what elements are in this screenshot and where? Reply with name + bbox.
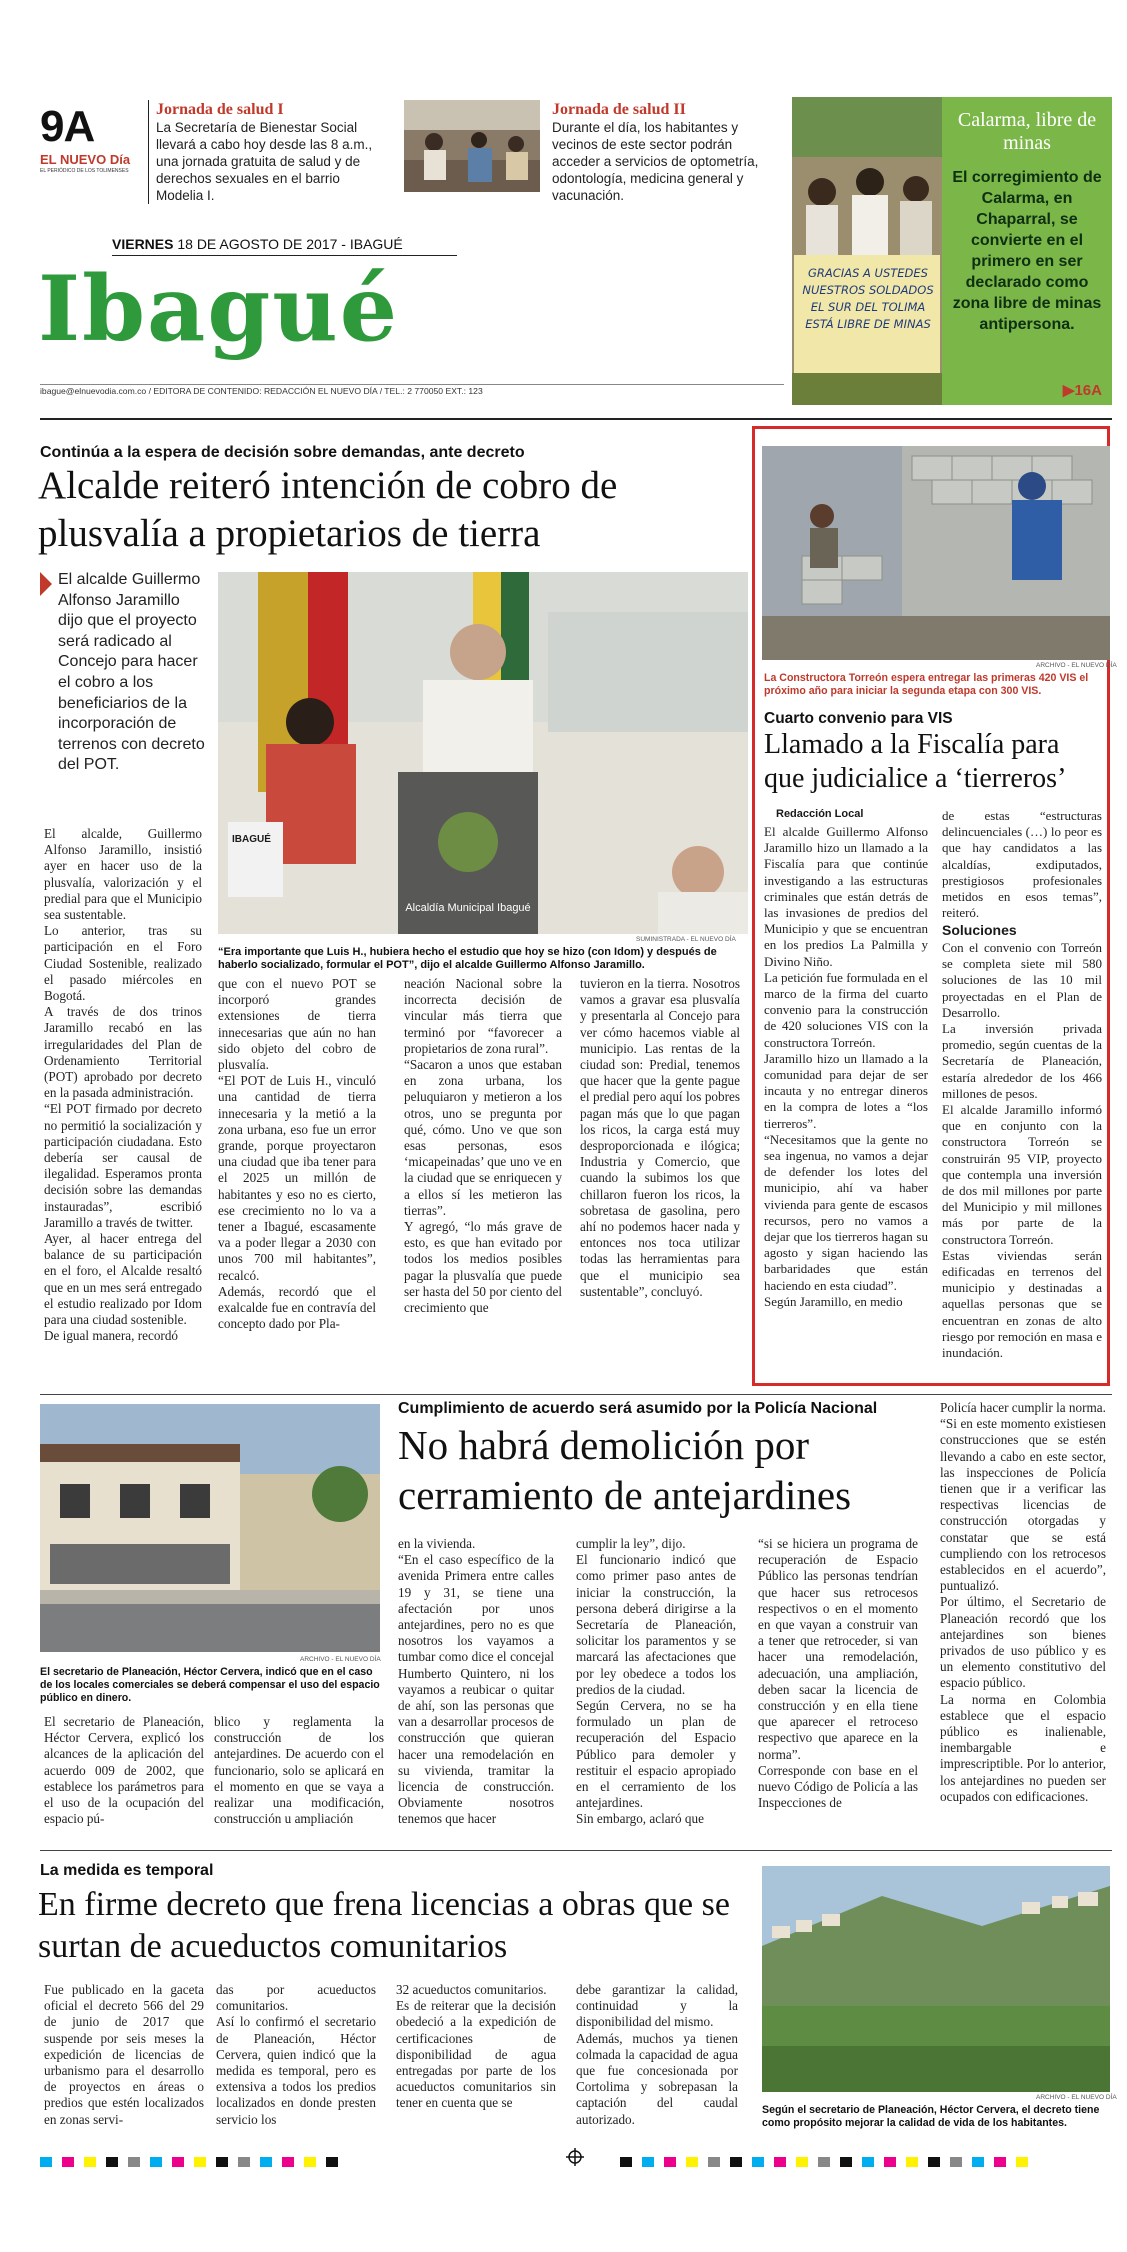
promo-page-ref: 16A xyxy=(1074,382,1102,399)
story3-photo-credit: ARCHIVO - EL NUEVO DÍA xyxy=(300,1656,381,1663)
triangle-icon: ▶ xyxy=(1062,382,1075,399)
brief-2-title: Jornada de salud II xyxy=(552,101,686,118)
story1-column-2: que con el nuevo POT se incorporó grandes extensiones de tierra innecesarias que aún no han sido objeto del cobro de plusvalía. “El POT de Luis H., vinculó una cantidad de tierra innecesaria y la metió a la zona urbana, eso fue un error grande, porque proyectaron una ciudad que iba tener para el 2025 un millón de habitantes y eso no es cierto, ese crecimiento no lo va a tener a Ibagué, escasamente va a poder llegar a 2030 con unos 700 mil habitantes”, recalcó. Además, recordó que el exalcalde fue en contravía del concepto dado por Pla- xyxy=(218,976,376,1332)
promo-title: Calarma, libre de minas xyxy=(957,109,1097,154)
date-rest: 18 DE AGOSTO DE 2017 - IBAGUÉ xyxy=(177,236,403,252)
story1-lead: El alcalde Guillermo Alfonso Jaramillo dijo que el proyecto será radicado al Concejo para hacer el cobro a los beneficiarios de la incorporación de terrenos con decreto del POT. xyxy=(58,571,205,774)
story4-photo xyxy=(762,1866,1110,2092)
story4-photo-credit: ARCHIVO - EL NUEVO DÍA xyxy=(1036,2094,1117,2101)
brief-1-title: Jornada de salud I xyxy=(156,101,284,118)
brief-1 xyxy=(156,101,376,204)
story4-column-2: das por acueductos comunitarios. Así lo confirmó el secretario de Planeación, Héctor Cervera, quien indicó que la medida es temporal, pero es extensiva a todos los predios localizados en donde presten servicio los xyxy=(216,1982,376,2127)
masthead-bottom-rule xyxy=(40,418,1112,420)
hillside-neighborhood-photo xyxy=(762,1866,1110,2092)
story2-column-2a: de estas “estructuras delincuenciales (…) lo peor es que hay candidatos a las alcaldías, exdiputados, prestigiosos profesionales metidos en esos temas”, reiteró. xyxy=(942,808,1102,921)
brief-photo xyxy=(404,100,540,192)
story4-top-rule xyxy=(40,1850,1112,1851)
newspaper-logo xyxy=(40,153,140,183)
book-sign-text: IBAGUÉ xyxy=(232,834,271,845)
story3-column-1: El secretario de Planeación, Héctor Cervera, explicó los alcances de la aplicación del acuerdo 009 de 2002, que establece los parámetros para el uso de la ocupación del espacio pú- xyxy=(44,1714,204,1827)
story4-photo-caption: Según el secretario de Planeación, Héctor Cervera, el decreto tiene como propósito mejorar la calidad de vida de los habitantes. xyxy=(762,2104,1100,2129)
print-color-bar-right xyxy=(620,2152,1038,2171)
header-divider xyxy=(148,100,149,204)
promo-photo xyxy=(792,97,942,405)
story3-top-rule xyxy=(40,1394,1112,1395)
story3-column-3: en la vivienda. “En el caso específico de la avenida Primera entre calles 19 y 31, se tiene una afectación por unos antejardines, pero no es que nosotros los vayamos a tumbar como dice el concejal Humberto Quintero, ni los vayamos a reubicar o quitar de ahí, son las personas que van a desarrollar procesos de construcción que quieran hacer una remodelación en su vivienda, tramitar la licencia de construcción. Obviamente nosotros tenemos que hacer xyxy=(398,1536,554,1827)
logo-tagline: EL PERIÓDICO DE LOS TOLIMENSES xyxy=(40,168,129,174)
story3-column-2: blico y reglamenta la construcción de los antejardines. De acuerdo con el funcionario, solo se aplicará en el momento en que se vaya a realizar una modificación, construcción u ampliación xyxy=(214,1714,384,1827)
brief-1-text: La Secretaría de Bienestar Social llevará a cabo hoy desde las 8 a.m., una jornada gratuita de salud y de derechos sexuales en el barrio Modelia I. xyxy=(156,120,373,203)
page-number: 9A xyxy=(40,102,95,151)
story4-kicker: La medida es temporal xyxy=(40,1862,214,1879)
promo-box xyxy=(792,97,1112,405)
podium-text: Alcaldía Municipal Ibagué xyxy=(405,902,531,914)
imprint-rule xyxy=(40,384,784,385)
story1-column-4: tuvieron en la tierra. Nosotros vamos a gravar esa plusvalía y presentarla al Concejo para ver cómo hacemos viable al municipio. Las rentas de la ciudad son: Predial, tenemos que hacer que la gente pague el predial pero aquí los pobres pagan más que lo que pagan los ricos, la carga está muy desproporcionada e ilógica; Industria y Comercio, que cuando la subimos los que chillaron fueron los ricos, la sobretasa de gasolina, pero ahí no podemos hacer nada y entonces nos toca utilizar todas las herramientas para que el municipio sea sustentable”, concluyó. xyxy=(580,976,740,1299)
story3-column-4: cumplir la ley”, dijo. El funcionario indicó que como primer paso antes de iniciar la construcción, la persona deberá dirigirse a la Secretaría de Planeación, solicitar los paramentos y se marcará las afectaciones que por ley obedece a todos los predios de la ciudad. Según Cervera, no se ha formulado un plan de recuperación del Espacio Público para demoler y restituir el espacio apropiado en el cerramiento de los antejardines. Sin embargo, aclaró que xyxy=(576,1536,736,1827)
story2-byline: Redacción Local xyxy=(776,808,864,820)
date-line xyxy=(112,236,403,252)
story1-headline: Alcalde reiteró intención de cobro de plusvalía a propietarios de tierra xyxy=(38,464,618,555)
imprint: ibague@elnuevodia.com.co / EDITORA DE CONTENIDO: REDACCIÓN EL NUEVO DÍA / TEL.: 2 770050 EXT.: 123 xyxy=(40,386,483,396)
brief-2 xyxy=(552,101,778,204)
health-day-photo xyxy=(404,100,540,192)
story4-column-1: Fue publicado en la gaceta oficial el decreto 566 del 29 de junio de 2017 que suspende por seis meses la expedición de licencias de urbanismo para el desarrollo de proyectos en áreas o predios que estén localizados en zonas servi- xyxy=(44,1982,204,2127)
street-antejardines-photo xyxy=(40,1404,380,1652)
story2-subhead: Soluciones xyxy=(942,922,1017,938)
story4-headline: En firme decreto que frena licencias a obras que se surtan de acueductos comunitarios xyxy=(38,1886,730,1965)
construction-photo xyxy=(762,446,1110,660)
promo-page-pointer[interactable] xyxy=(1063,381,1102,399)
story3-kicker: Cumplimiento de acuerdo será asumido por la Policía Nacional xyxy=(398,1400,878,1417)
mayor-speech-photo xyxy=(218,572,748,934)
story1-lead-marker xyxy=(40,572,52,596)
story2-photo-credit: ARCHIVO - EL NUEVO DÍA xyxy=(1036,662,1117,669)
story1-photo-caption: “Era importante que Luis H., hubiera hecho el estudio que hoy se hizo (con Idom) y después de haberlo socializado, formular el POT”, dijo el alcalde Guillermo Alfonso Jaramillo. xyxy=(218,946,717,971)
story1-column-3: neación Nacional sobre la incorrecta decisión de vincular más tierra que terminó por “favorecer a propietarios de zona rural”. “Sacaron a unos que estaban en zona urbana, los peluquiaron y metieron a los otros, uno se pregunta por qué, cómo. Uno ve que son esas personas, esos ‘micapeinadas’ que uno ve en la ciudad que se enriquecen y a ellos sí les metieron las tierras”. Y agregó, “lo más grave de esto, es que han evitado por todos los medios posibles pagar la plusvalía que puede ser hasta del 50 por ciento del crecimiento que xyxy=(404,976,562,1316)
story2-column-1: El alcalde Guillermo Alfonso Jaramillo hizo un llamado a la Fiscalía para que continúe investigando a las estructuras criminales que están detrás de las invasiones de predios del Municipio y que se encuentran en los predios La Palmilla y Divino Niño. La petición fue formulada en el marco de la firma del cuarto convenio para la construcción de 420 soluciones VIS con la constructora Torreón. Jaramillo hizo un llamado a la comunidad para dejar de ser incauta y no entregar dineros en la compra de lotes a “los tierreros”. “Necesitamos que la gente no sea ingenua, no vamos a dejar de defender los lotes del municipio, ahí va haber vivienda para gente de escasos recursos, pero no vamos a dejar que los tierreros hagan su agosto y sigan haciendo las barbaridades que están haciendo en esta ciudad”. Según Jaramillo, en medio xyxy=(764,824,928,1309)
story1-photo xyxy=(218,572,748,934)
promo-text: El corregimiento de Calarma, en Chaparral, se convierte en el primero en ser declarado como zona libre de minas antipersona. xyxy=(952,169,1102,333)
story1-photo-credit: SUMINISTRADA - EL NUEVO DÍA xyxy=(636,936,736,943)
section-title: Ibagué xyxy=(38,256,399,362)
story2-column-2b: Con el convenio con Torreón se completa siete mil 580 soluciones de las 10 mil proyectadas en el Plan de Desarrollo. La inversión privada promedio, según cuentas de la Secretaría de Planeación, estaría alrededor de los 466 millones de pesos. El alcalde Jaramillo informó que en conjunto con la constructora Torreón se construirán 95 VIP, proyecto que contempla una inversión de dos mil millones por parte del Municipio y mil millones más por parte de la constructora Torreón. Estas viviendas serán edificadas en terrenos del municipio y destinadas a aquellas personas que se encuentran en zonas de alto riesgo por remoción en masa e inundación. xyxy=(942,940,1102,1361)
story3-column-5: “si se hiciera un programa de recuperación de Espacio Público las personas tendrían que hacer sus retrocesos respectivos o en el momento en que vayan a construir van a tener que retroceder, si van hacer una remodelación, adecuación, una ampliación, deben sacar la licencia de construcción y en ella tiene que aparecer el retroceso respectivo que aparece en la norma”. Corresponde con base en el nuevo Código de Policía a las Inspecciones de xyxy=(758,1536,918,1811)
page-number-block xyxy=(40,104,132,150)
story1-column-1: El alcalde, Guillermo Alfonso Jaramillo, insistió ayer en hacer uso de la plusvalía, valorización y el predial para que el Municipio sea sustentable. Lo anterior, tras su participación en el Foro Ciudad Sostenible, realizado el pasado miércoles en Bogotá. A través de dos trinos Jaramillo recabó en las irregularidades del Plan de Ordenamiento Territorial (POT) aprobado por decreto en la pasada administración. “El POT firmado por decreto no permitió la socialización y participación ciudadana. Esto debería ser causal de ilegalidad. Esperamos pronta decisión sobre las demandas instauradas”, escribió Jaramillo a través de twitter. Ayer, al hacer entrega del balance de su participación en el foro, el Alcalde resaltó que en un mes será entregado el estudio realizado por Idom para una ciudad sostenible. De igual manera, recordó xyxy=(44,826,202,1344)
story3-headline: No habrá demolición por cerramiento de antejardines xyxy=(398,1422,852,1518)
logo-text: EL NUEVO Día xyxy=(40,152,131,167)
story3-column-6: Policía hacer cumplir la norma. “Si en este momento existiesen construcciones que se estén llevando a cabo en este sector, las inspecciones de Policía tienen que ir a verificar las respectivas licencias de construcción otorgadas y constatar que se está cumpliendo con los retrocesos establecidos en el acuerdo”, puntualizó. Por último, el Secretario de Planeación recordó que los antejardines son bienes privados de uso público y es un elemento constitutivo del espacio público. La norma en Colombia establece que el espacio público es inalienable, inembargable e imprescriptible. Por lo anterior, los antejardines no pueden ser ocupados con edificaciones. xyxy=(940,1400,1106,1804)
brief-2-text: Durante el día, los habitantes y vecinos de este sector podrán acceder a servicios de optometría, odontología, medicina general y vacunación. xyxy=(552,120,759,203)
promo-sign-text: GRACIAS A USTEDES NUESTROS SOLDADOS EL SUR DEL TOLIMA ESTÁ LIBRE DE MINAS xyxy=(802,266,934,331)
story4-column-4: debe garantizar la calidad, continuidad y la disponibilidad del mismo. Además, muchos ya tienen colmada la capacidad de agua que fue concesionada por Cortolima y sobrepasan la captación del caudal autorizado. xyxy=(576,1982,738,2127)
story4-column-3: 32 acueductos comunitarios. Es de reiterar que la decisión obedeció a la expedición de certificaciones de disponibilidad de agua entregadas por parte de los acueductos comunitarios sin tener en cuenta que se xyxy=(396,1982,556,2111)
print-color-bar-left xyxy=(40,2152,348,2171)
story2-photo xyxy=(762,446,1110,660)
story2-headline: Llamado a la Fiscalía para que judicialice a ‘tierreros’ xyxy=(764,729,1067,794)
story2-kicker: Cuarto convenio para VIS xyxy=(764,710,953,727)
story3-photo xyxy=(40,1404,380,1652)
registration-mark-icon xyxy=(566,2148,584,2166)
story2-photo-caption: La Constructora Torreón espera entregar las primeras 420 VIS el próximo año para iniciar la segunda etapa con 300 VIS. xyxy=(764,672,1089,697)
story1-kicker: Continúa a la espera de decisión sobre demandas, ante decreto xyxy=(40,444,525,461)
story3-photo-caption: El secretario de Planeación, Héctor Cervera, indicó que en el caso de los locales comerciales se deberá compensar el uso del espacio público en dinero. xyxy=(40,1666,380,1704)
date-day: VIERNES xyxy=(112,236,174,252)
